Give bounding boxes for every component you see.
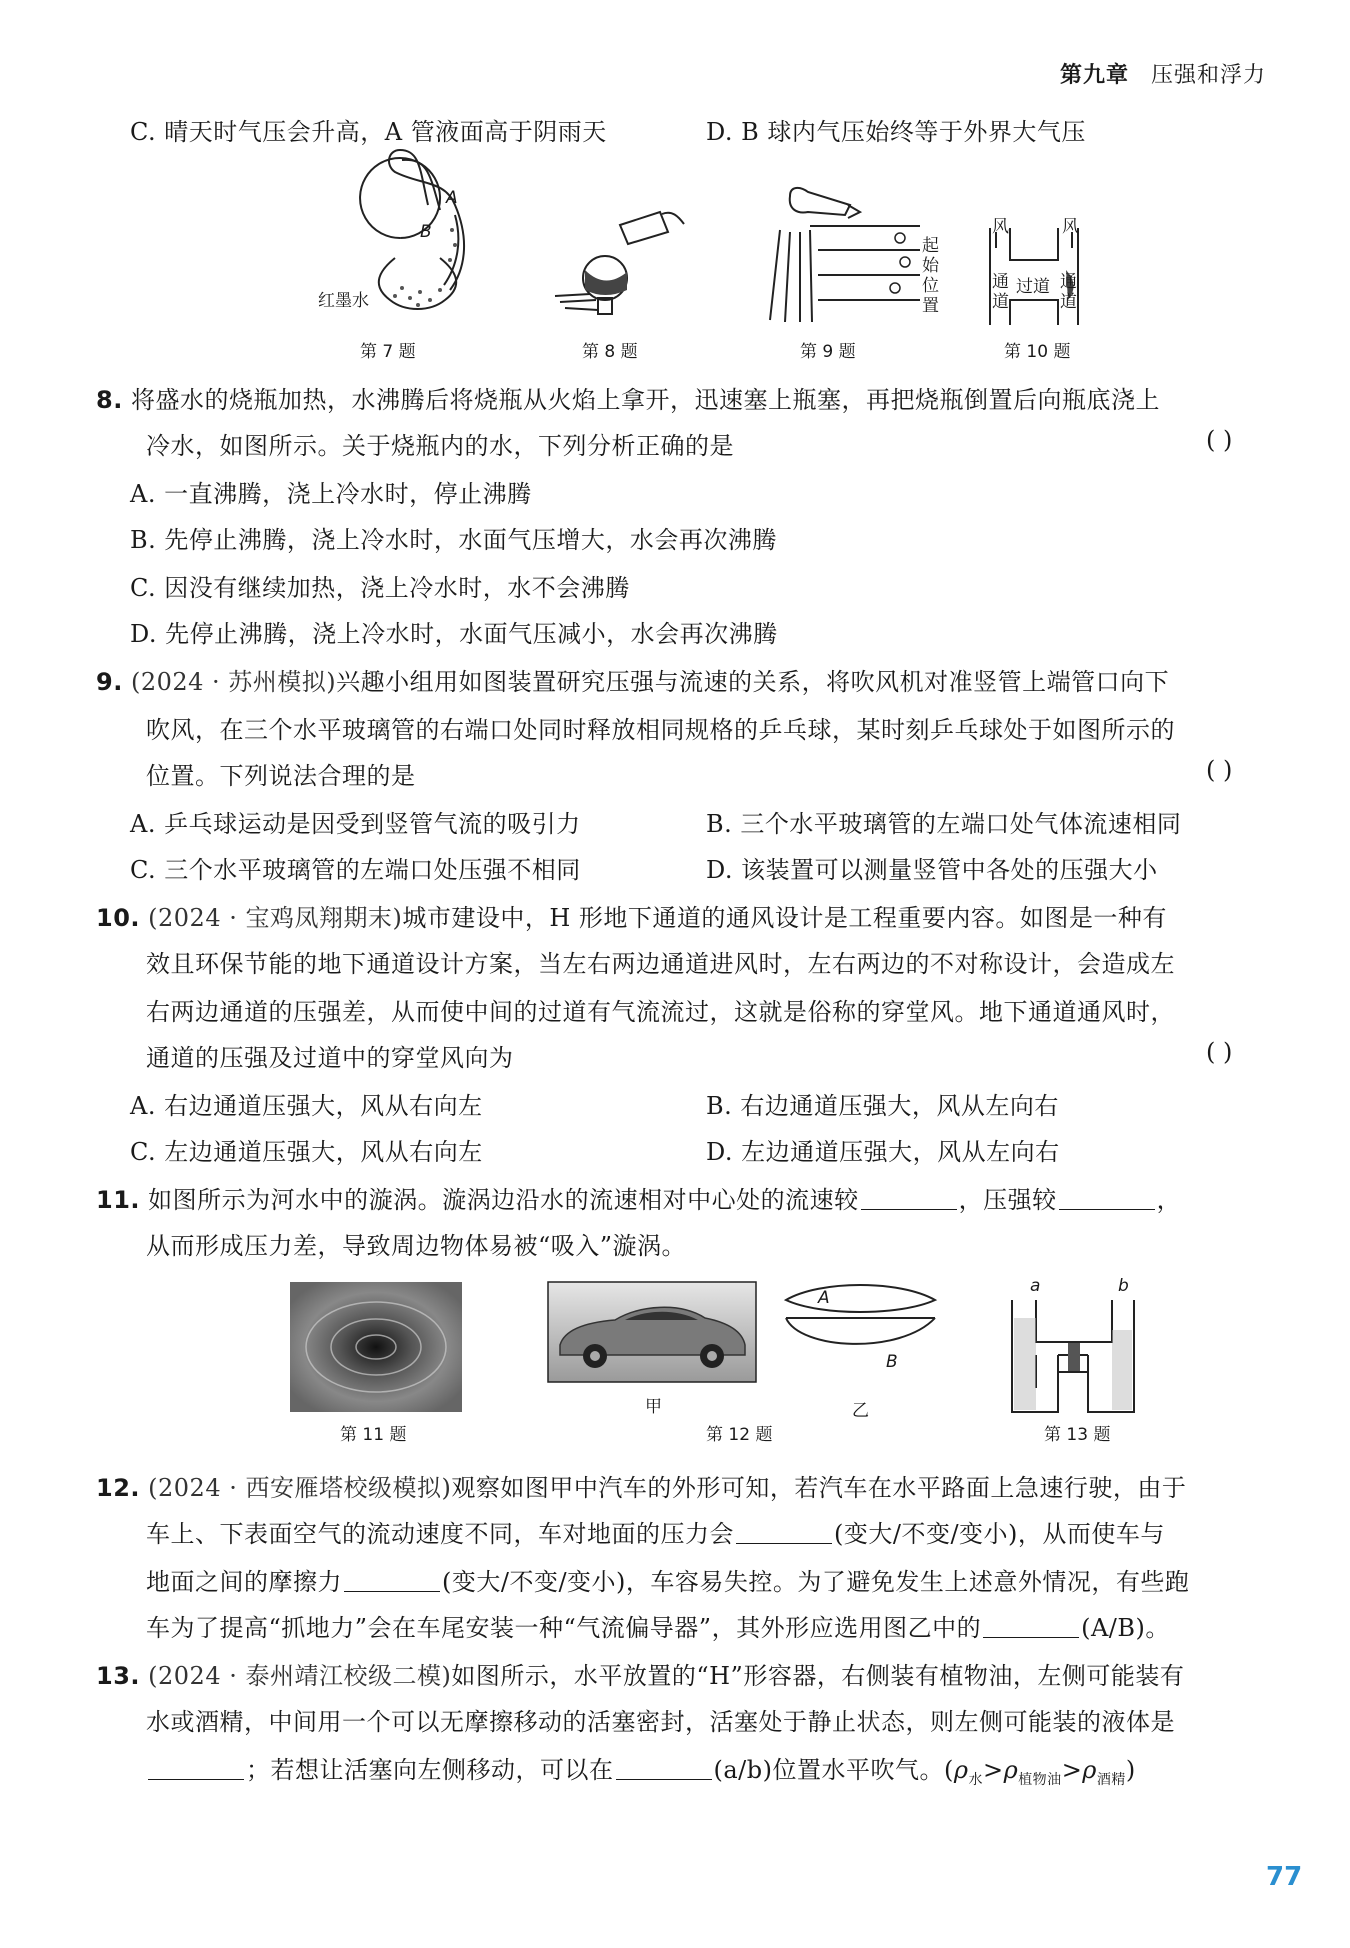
q9-line-2: 吹风，在三个水平玻璃管的右端口处同时释放相同规格的乒乓球，某时刻乒乓球处于如图所示的 — [146, 716, 1175, 744]
q12-blank-3[interactable] — [983, 1615, 1079, 1638]
q9-answer-paren: ( ) — [1206, 756, 1233, 784]
q9-option-a: A. 乒乓球运动是因受到竖管气流的吸引力 — [130, 810, 581, 838]
fig10-passage: 过道 — [1016, 277, 1050, 297]
chapter-title: 压强和浮力 — [1151, 63, 1267, 88]
q11-line-1: 11. 如图所示为河水中的漩涡。漩涡边沿水的流速相对中心处的流速较 ，压强较 ， — [96, 1186, 1182, 1214]
q13-source: (2024 · 泰州靖江校级二模) — [148, 1662, 452, 1690]
q10-answer-paren: ( ) — [1206, 1038, 1233, 1066]
q13-line-2: 水或酒精，中间用一个可以无摩擦移动的活塞密封，活塞处于静止状态，则左侧可能装的液体是 — [146, 1708, 1175, 1736]
q10-option-d: D. 左边通道压强大，风从左向右 — [706, 1138, 1060, 1166]
fig12-label-b: B — [886, 1352, 898, 1372]
q7-option-d: D. B 球内气压始终等于外界大气压 — [706, 118, 1086, 146]
q13-line-3: ；若想让活塞向左侧移动，可以在 (a/b)位置水平吹气。$(\rho_水>\rho_{植物油}>\rho_{酒精})$ — [146, 1750, 1136, 1789]
q8-line-2: 冷水，如图所示。关于烧瓶内的水，下列分析正确的是 — [146, 432, 734, 460]
q8-option-d: D. 先停止沸腾，浇上冷水时，水面气压减小，水会再次沸腾 — [130, 620, 778, 648]
q9-line-3: 位置。下列说法合理的是 — [146, 762, 416, 790]
q13-blank-1[interactable] — [148, 1757, 244, 1780]
q12-line-3: 地面之间的摩擦力 (变大/不变/变小)，车容易失控。为了避免发生上述意外情况，有些跑 — [146, 1568, 1190, 1596]
fig13-label-b: b — [1118, 1276, 1129, 1296]
q8-option-b: B. 先停止沸腾，浇上冷水时，水面气压增大，水会再次沸腾 — [130, 526, 777, 554]
fig10-wind-left: 风 — [992, 217, 1009, 237]
q10-number: 10. — [96, 904, 141, 932]
fig9-label-start-position: 起 始 位 置 — [922, 236, 939, 316]
q11-number: 11. — [96, 1186, 141, 1214]
q12-blank-2[interactable] — [344, 1569, 440, 1592]
fig10-channel-left: 通 道 — [992, 272, 1009, 312]
fig10-caption: 第 10 题 — [1004, 342, 1071, 362]
fig10-channel-right: 通 道 — [1060, 272, 1077, 312]
q8-option-c: C. 因没有继续加热，浇上冷水时，水不会沸腾 — [130, 574, 630, 602]
q12-blank-1[interactable] — [736, 1521, 832, 1544]
q10-source: (2024 · 宝鸡凤翔期末) — [148, 904, 403, 932]
q10-option-a: A. 右边通道压强大，风从右向左 — [130, 1092, 483, 1120]
q8-number: 8. — [96, 386, 123, 414]
fig11-caption: 第 11 题 — [340, 1425, 407, 1445]
q10-line-2: 效且环保节能的地下通道设计方案，当左右两边通道进风时，左右两边的不对称设计，会造成左 — [146, 950, 1175, 978]
fig7-label-red-ink: 红墨水 — [318, 291, 369, 311]
q10-line-1: 10. (2024 · 宝鸡凤翔期末)城市建设中，H 形地下通道的通风设计是工程重要内容。如图是一种有 — [96, 904, 1167, 932]
fig12-label-yi: 乙 — [852, 1401, 869, 1421]
q10-option-c: C. 左边通道压强大，风从右向左 — [130, 1138, 483, 1166]
fig13-label-a: a — [1030, 1276, 1041, 1296]
q12-line-4: 车为了提高“抓地力”会在车尾安装一种“气流偏导器”，其外形应选用图乙中的 (A/B)。 — [146, 1614, 1170, 1642]
q9-option-c: C. 三个水平玻璃管的左端口处压强不相同 — [130, 856, 581, 884]
q8-option-a: A. 一直沸腾，浇上冷水时，停止沸腾 — [130, 480, 532, 508]
q8-answer-paren: ( ) — [1206, 426, 1233, 454]
q7-option-c: C. 晴天时气压会升高，A 管液面高于阴雨天 — [130, 118, 607, 146]
q12-line-2: 车上、下表面空气的流动速度不同，车对地面的压力会 (变大/不变/变小)，从而使车与 — [146, 1520, 1165, 1548]
fig12-label-a: A — [818, 1288, 830, 1308]
q12-number: 12. — [96, 1474, 141, 1502]
page-number: 77 — [1266, 1862, 1303, 1892]
fig12-caption: 第 12 题 — [706, 1425, 773, 1445]
fig7-caption: 第 7 题 — [360, 342, 416, 362]
q13-line-1: 13. (2024 · 泰州靖江校级二模)如图所示，水平放置的“H”形容器，右侧装有植物油，左侧可能装有 — [96, 1662, 1185, 1690]
q10-option-b: B. 右边通道压强大，风从左向右 — [706, 1092, 1059, 1120]
q12-source: (2024 · 西安雁塔校级模拟) — [148, 1474, 452, 1502]
q9-number: 9. — [96, 668, 123, 696]
fig9-caption: 第 9 题 — [800, 342, 856, 362]
q11-line-2: 从而形成压力差，导致周边物体易被“吸入”漩涡。 — [146, 1232, 687, 1260]
fig10-wind-right: 风 — [1062, 217, 1079, 237]
q9-source: (2024 · 苏州模拟) — [130, 668, 337, 696]
q10-line-3: 右两边通道的压强差，从而使中间的过道有气流流过，这就是俗称的穿堂风。地下通道通风时， — [146, 998, 1175, 1026]
q13-number: 13. — [96, 1662, 141, 1690]
fig13-caption: 第 13 题 — [1044, 1425, 1111, 1445]
q10-line-4: 通道的压强及过道中的穿堂风向为 — [146, 1044, 514, 1072]
fig12-label-jia: 甲 — [645, 1397, 662, 1417]
fig8-caption: 第 8 题 — [582, 342, 638, 362]
fig7-label-a: A — [446, 188, 458, 208]
chapter-label: 第九章 — [1060, 63, 1130, 88]
q13-blank-2[interactable] — [616, 1757, 712, 1780]
q9-option-b: B. 三个水平玻璃管的左端口处气体流速相同 — [706, 810, 1182, 838]
q8-line-1: 8. 将盛水的烧瓶加热，水沸腾后将烧瓶从火焰上拿开，迅速塞上瓶塞，再把烧瓶倒置后向瓶底浇上 — [96, 386, 1160, 414]
fig7-label-b: B — [420, 222, 432, 242]
q9-option-d: D. 该装置可以测量竖管中各处的压强大小 — [706, 856, 1158, 884]
q9-line-1: 9. (2024 · 苏州模拟)兴趣小组用如图装置研究压强与流速的关系，将吹风机对准竖管上端管口向下 — [96, 668, 1170, 696]
q12-line-1: 12. (2024 · 西安雁塔校级模拟)观察如图甲中汽车的外形可知，若汽车在水平路面上急速行驶，由于 — [96, 1474, 1187, 1502]
